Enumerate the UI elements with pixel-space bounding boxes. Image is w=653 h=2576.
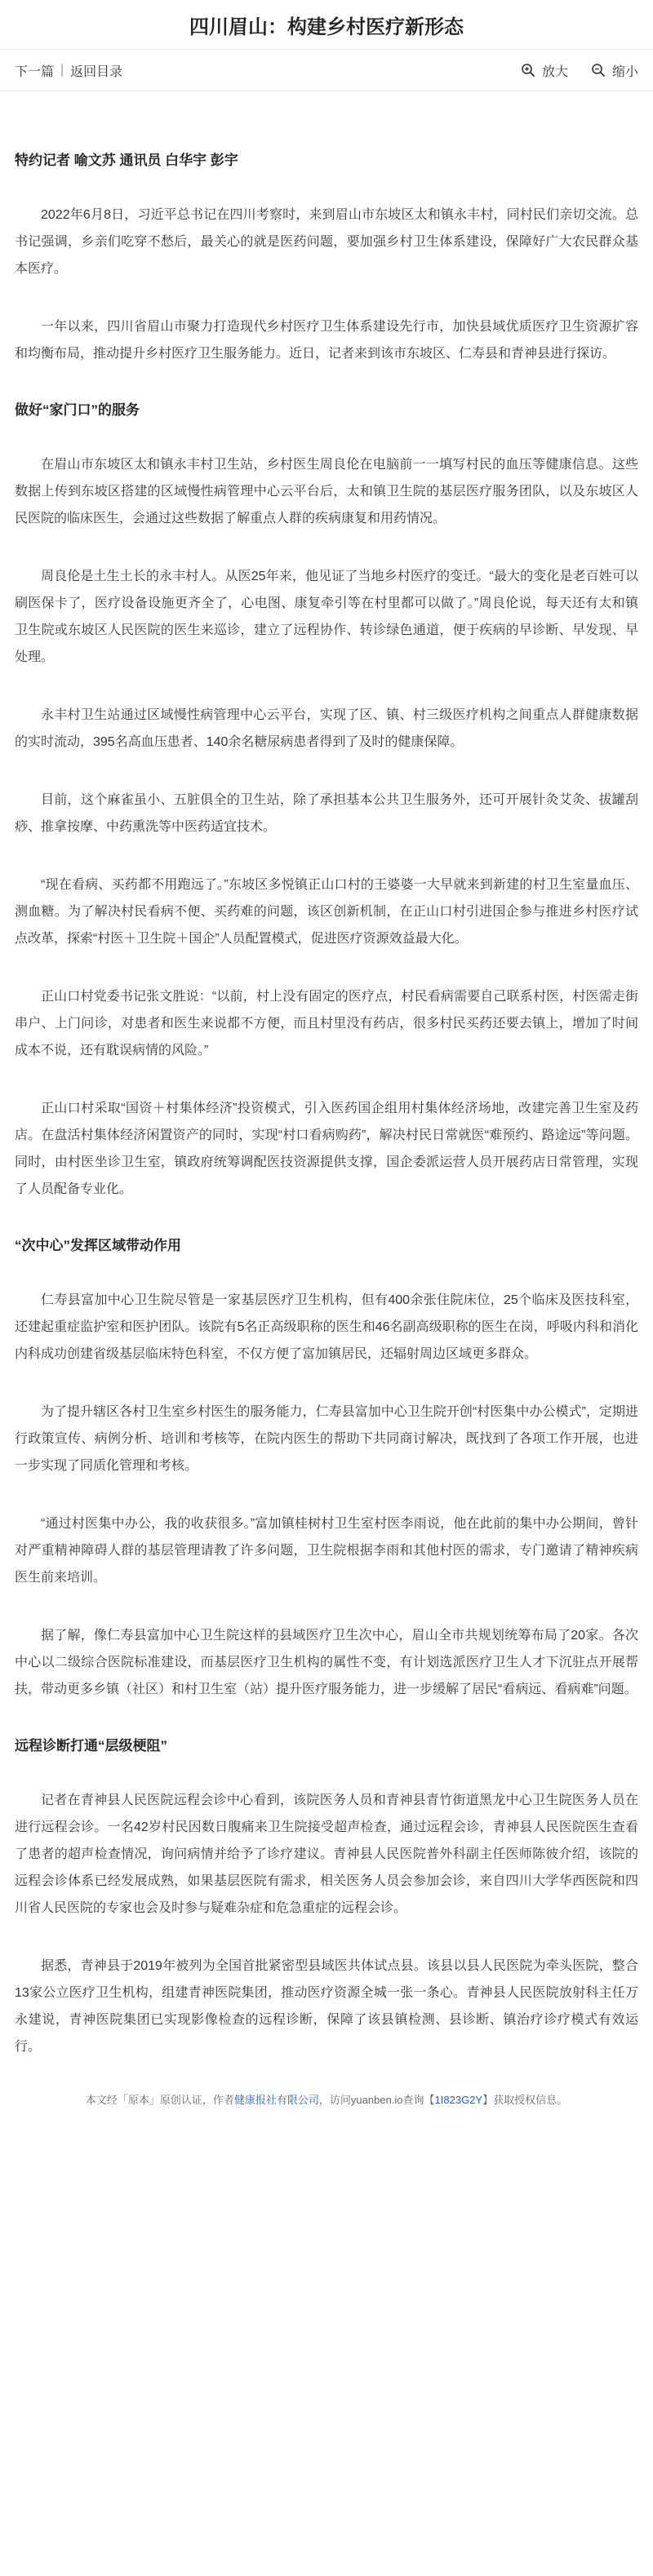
paragraph: 仁寿县富加中心卫生院尽管是一家基层医疗卫生机构，但有400余张住院床位，25个临床及医技科室，还建起重症监护室和医护团队。该院有5名正高级职称的医生和46名副高级职称的医生在岗，呼吸内科和消化内科成功创建省级基层临床特色科室，不仅方便了富加镇居民，还辐射周边区域更多群众。 [15, 1293, 638, 1361]
zoom-in-button[interactable] [521, 61, 568, 80]
paragraph: 据了解，像仁寿县富加中心卫生院这样的县域医疗卫生次中心，眉山全市共规划统筹布局了20家。各次中心以二级综合医院标准建设，而基层医疗卫生机构的属性不变，有计划选派医疗卫生人才下沉驻点开展帮扶，带动更多乡镇（社区）和村卫生室（站）提升医疗服务能力，进一步缓解了居民“看病远、看病难”问题。 [15, 1629, 638, 1696]
page-title: 四川眉山：构建乡村医疗新形态 [0, 0, 653, 50]
publisher-link[interactable]: 健康报社有限公司 [233, 2094, 319, 2106]
footer-suffix: 】获取授权信息。 [482, 2094, 568, 2106]
paragraph: 在眉山市东坡区太和镇永丰村卫生站，乡村医生周良伦在电脑前一一填写村民的血压等健康信息。这些数据上传到东坡区搭建的区域慢性病管理中心云平台后，太和镇卫生院的基层医疗服务团队，以及东坡区人民医院的临床医生，会通过这些数据了解重点人群的疾病康复和用药情况。 [15, 458, 638, 525]
byline: 特约记者 喻文苏 通讯员 白华宇 彭宇 [15, 153, 238, 168]
paragraph: 永丰村卫生站通过区域慢性病管理中心云平台，实现了区、镇、村三级医疗机构之间重点人群健康数据的实时流动，395名高血压患者、140余名糖尿病患者得到了及时的健康保障。 [15, 708, 638, 749]
zoom-in-icon [521, 63, 535, 78]
back-to-contents-link[interactable]: 返回目录 [70, 64, 123, 79]
nav-links [15, 61, 122, 80]
paragraph: “通过村医集中办公，我的收获很多。”富加镇桂树村卫生室村医李雨说，他在此前的集中办公期间，曾针对严重精神障碍人群的基层管理请教了许多问题，卫生院根据李雨和其他村医的需求，专门邀请了精神疾病医生前来培训。 [15, 1517, 638, 1585]
paragraph: 正山口村党委书记张文胜说：“以前，村上没有固定的医疗点，村民看病需要自己联系村医，村医需走街串户、上门问诊，对患者和医生来说都不方便，而且村里没有药店，很多村民买药还要去镇上，增加了时间成本不说，还有耽误病情的风险。” [15, 990, 638, 1057]
paragraph: 记者在青神县人民医院远程会诊中心看到，该院医务人员和青神县青竹街道黑龙中心卫生院医务人员在进行远程会诊。一名42岁村民因数日腹痛来卫生院接受超声检查，通过远程会诊，青神县人民医院医生查看了患者的超声检查情况，询问病情并给予了诊疗建议。青神县人民医院普外科副主任医师陈彼介绍，该院的远程会诊体系已经发展成熟，如果基层医院有需求，相关医务人员会参加会诊，来自四川大学华西医院和四川省人民医院的专家也会及时参与疑难杂症和危急重症的远程会诊。 [15, 1793, 638, 1915]
article-content [15, 202, 638, 2060]
footer-prefix: 本文经「原本」原创认证，作者 [85, 2094, 234, 2106]
paragraph: 为了提升辖区各村卫生室乡村医生的服务能力，仁寿县富加中心卫生院开创“村医集中办公模式”，定期进行政策宣传、病例分析、培训和考核等，在院内医生的帮助下共同商讨解决，既找到了各项工作开展，也进一步实现了同质化管理和考核。 [15, 1405, 638, 1473]
toolbar [0, 50, 653, 91]
paragraph: 周良伦是土生土长的永丰村人。从医25年来，他见证了当地乡村医疗的变迁。“最大的变化是老百姓可以刷医保卡了，医疗设备设施更齐全了，心电图、康复牵引等在村里都可以做了。”周良伦说，每天还有太和镇卫生院或东坡区人民医院的医生来巡诊，建立了远程协作、转诊绿色通道，便于疾病的早诊断、早发现、早处理。 [15, 570, 638, 664]
next-article-link[interactable]: 下一篇 [15, 64, 55, 79]
section-heading: 远程诊断打通“层级梗阻” [15, 1738, 167, 1754]
paragraph: 据悉，青神县于2019年被列为全国首批紧密型县域医共体试点县。该县以县人民医院为牵头医院，整合13家公立医疗卫生机构，组建青神医院集团，推动医疗资源全城一张一条心。青神县人民医院放射科主任万永建说，青神医院集团已实现影像检查的远程诊断，保障了该县镇检测、县诊断、镇治疗诊疗模式有效运行。 [15, 1959, 638, 2054]
zoom-out-button[interactable] [591, 61, 638, 80]
copyright-footer [0, 2091, 653, 2123]
zoom-out-icon [591, 63, 606, 78]
zoom-in-label: 放大 [541, 64, 568, 79]
paragraph: “现在看病、买药都不用跑远了。”东坡区多悦镇正山口村的王婆婆一大早就来到新建的村卫生室量血压、测血糖。为了解决村民看病不便、买药难的问题，该区创新机制，在正山口村引进国企参与推进乡村医疗试点改革，探索“村医＋卫生院＋国企”人员配置模式，促进医疗资源效益最大化。 [15, 878, 638, 946]
section-heading: 做好“家门口”的服务 [15, 402, 140, 418]
separator: | [60, 63, 64, 77]
paragraph: 2022年6月8日，习近平总书记在四川考察时，来到眉山市东坡区太和镇永丰村，同村民们亲切交流。总书记强调，乡亲们吃穿不愁后，最关心的就是医药问题，要加强乡村卫生体系建设，保障好广大农民群众基本医疗。 [15, 208, 638, 276]
zoom-controls [498, 61, 638, 80]
paragraph: 正山口村采取“国资＋村集体经济”投资模式，引入医药国企组用村集体经济场地，改建完善卫生室及药店。在盘活村集体经济闲置资产的同时，实现“村口看病购药”，解决村民日常就医“难预约、路途远”等问题。同时，由村医坐诊卫生室，镇政府统筹调配医技资源提供支撑，国企委派运营人员开展药店日常管理，实现了人员配备专业化。 [15, 1102, 638, 1196]
article-body [0, 91, 653, 2060]
section-heading: “次中心”发挥区域带动作用 [15, 1238, 181, 1253]
auth-code-link[interactable]: 1I823G2Y [434, 2094, 483, 2106]
footer-middle: ，访问yuanben.io查询【 [318, 2094, 435, 2106]
zoom-out-label: 缩小 [611, 64, 638, 79]
paragraph: 目前，这个麻雀虽小、五脏俱全的卫生站，除了承担基本公共卫生服务外，还可开展针灸艾灸、拔罐刮痧、推拿按摩、中药熏洗等中医药适宜技术。 [15, 793, 638, 834]
paragraph: 一年以来，四川省眉山市聚力打造现代乡村医疗卫生体系建设先行市，加快县域优质医疗卫生资源扩容和均衡布局，推动提升乡村医疗卫生服务能力。近日，记者来到该市东坡区、仁寿县和青神县进行探访。 [15, 320, 638, 361]
